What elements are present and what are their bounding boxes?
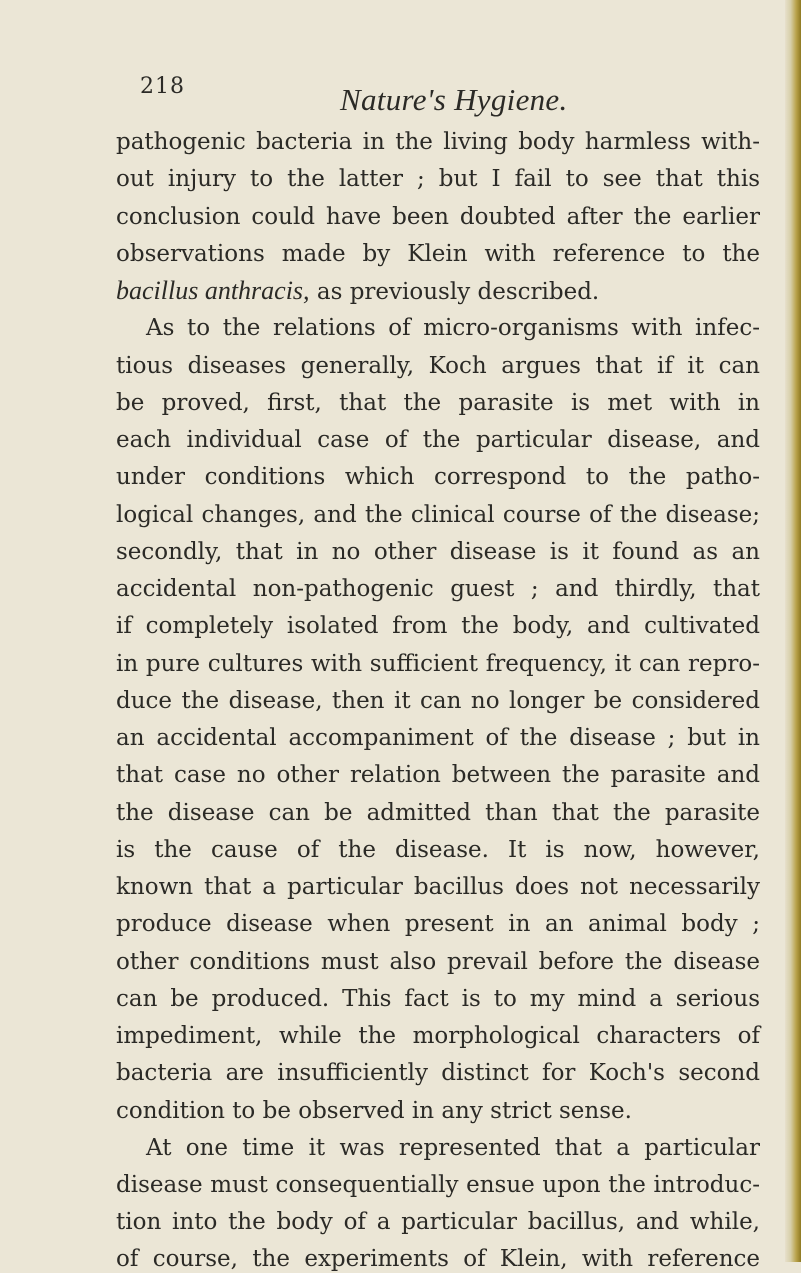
page-edge-shadow bbox=[785, 0, 801, 1262]
text-line: tious diseases generally, Koch argues that if it can bbox=[116, 353, 760, 379]
text-line: accidental non-pathogenic guest ; and thirdly, that bbox=[116, 576, 760, 602]
text-line: known that a particular bacillus does not necessarily bbox=[116, 874, 760, 900]
text-line: out injury to the latter ; but I fail to see that this bbox=[116, 166, 760, 192]
page-number: 218 bbox=[140, 74, 185, 99]
text-line: the disease can be admitted than that the parasite bbox=[116, 800, 760, 826]
text-line: tion into the body of a particular bacillus, and while, bbox=[116, 1209, 760, 1235]
text-line bbox=[116, 277, 760, 306]
text-line: As to the relations of micro-organisms with infec- bbox=[146, 315, 760, 341]
text-line: logical changes, and the clinical course of the disease; bbox=[116, 502, 760, 528]
text-line: of course, the experiments of Klein, with reference bbox=[116, 1246, 760, 1272]
text-line: conclusion could have been doubted after the earlier bbox=[116, 204, 760, 230]
text-line: under conditions which correspond to the patho- bbox=[116, 464, 760, 490]
text-line: pathogenic bacteria in the living body harmless with- bbox=[116, 129, 760, 155]
text-span: as previously described. bbox=[309, 279, 600, 305]
running-title: Nature's Hygiene. bbox=[340, 82, 568, 117]
text-line: an accidental accompaniment of the disease ; but in bbox=[116, 725, 760, 751]
text-line: duce the disease, then it can no longer be considered bbox=[116, 688, 760, 714]
italic-term: bacillus anthracis, bbox=[116, 276, 310, 305]
text-line: bacteria are insufficiently distinct for Koch's second bbox=[116, 1060, 760, 1086]
text-line: if completely isolated from the body, and cultivated bbox=[116, 613, 760, 639]
text-line: that case no other relation between the parasite and bbox=[116, 762, 760, 788]
text-line: other conditions must also prevail before the disease bbox=[116, 949, 760, 975]
text-line: secondly, that in no other disease is it found as an bbox=[116, 539, 760, 565]
text-line: disease must consequentially ensue upon the introduc- bbox=[116, 1172, 760, 1198]
text-line: At one time it was represented that a particular bbox=[146, 1135, 760, 1161]
text-line: each individual case of the particular disease, and bbox=[116, 427, 760, 453]
text-line: produce disease when present in an animal body ; bbox=[116, 911, 760, 937]
text-line: in pure cultures with sufficient frequency, it can repro- bbox=[116, 651, 760, 677]
text-line: impediment, while the morphological characters of bbox=[116, 1023, 760, 1049]
text-line: is the cause of the disease. It is now, however, bbox=[116, 837, 760, 863]
text-line: can be produced. This fact is to my mind a serious bbox=[116, 986, 760, 1012]
text-line: condition to be observed in any strict sense. bbox=[116, 1098, 632, 1124]
text-line: be proved, first, that the parasite is met with in bbox=[116, 390, 760, 416]
text-line: observations made by Klein with reference to the bbox=[116, 241, 760, 267]
